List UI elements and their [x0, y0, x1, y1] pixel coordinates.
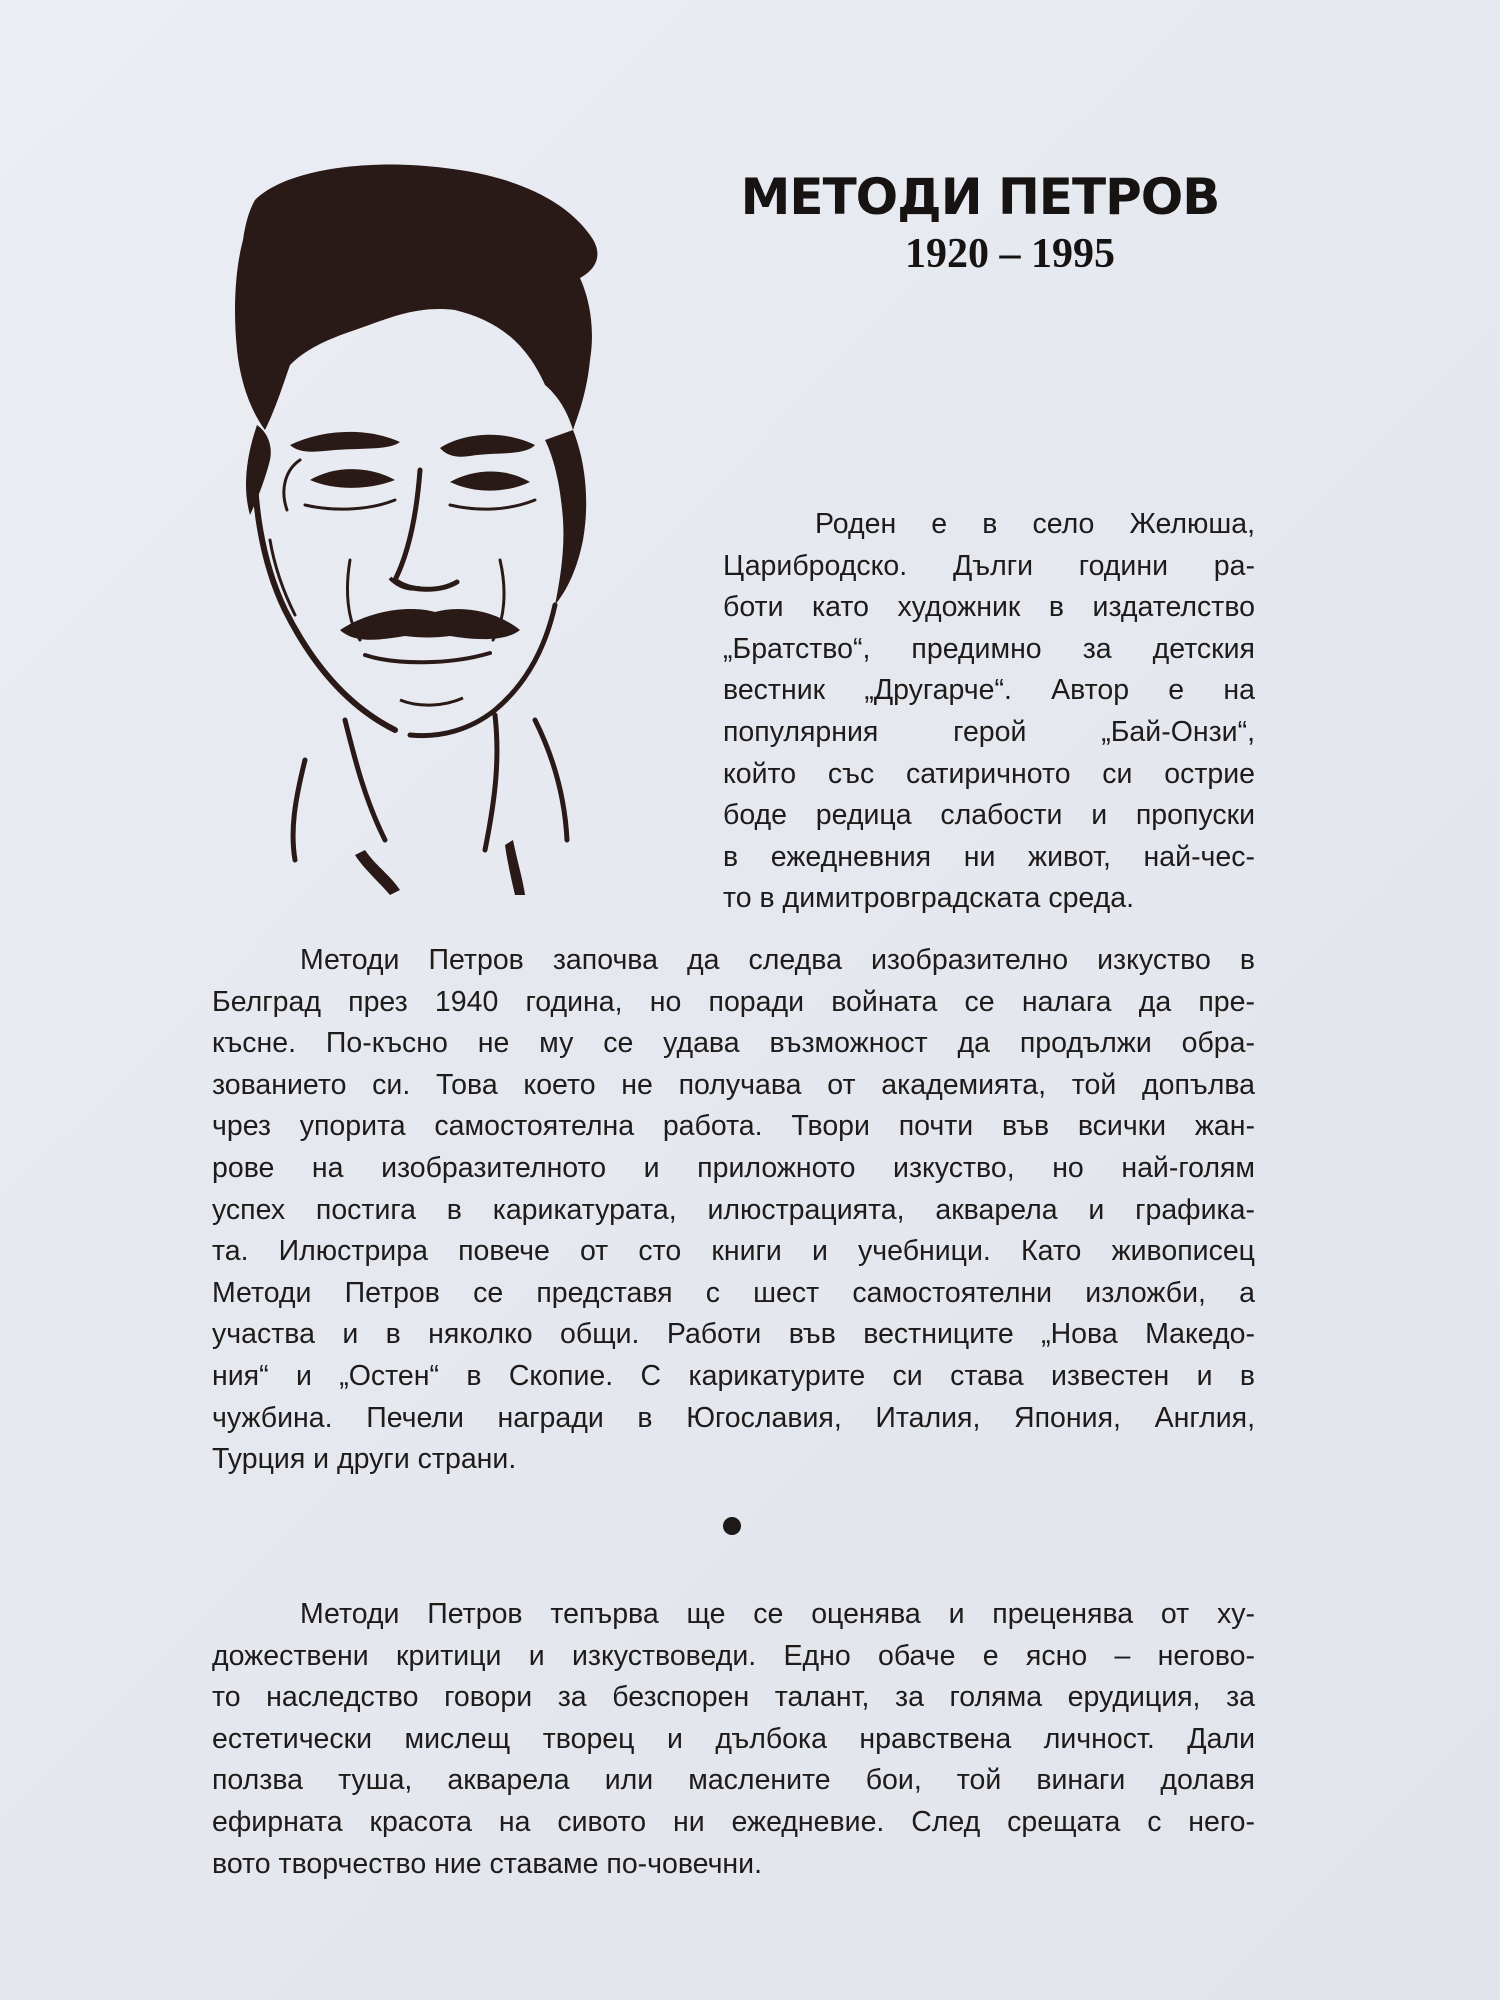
text-line: Методи Петров се представя с шест самостоятелни изложби, а — [212, 1276, 1255, 1309]
text-line: в ежедневния ни живот, най-чес- — [723, 840, 1255, 873]
text-line: дожествени критици и изкуствоведи. Едно обаче е ясно – негово- — [212, 1639, 1255, 1672]
text-line: популярния герой „Бай-Онзи“, — [723, 715, 1255, 748]
text-line: който със сатиричното си острие — [723, 757, 1255, 790]
text-line: то в димитровградската среда. — [723, 882, 1135, 915]
text-line: Белград през 1940 година, но поради войната се налага да пре- — [212, 985, 1255, 1018]
text-line: чрез упорита самостоятелна работа. Твори почти във всички жан- — [212, 1110, 1255, 1143]
text-line: ефирната красота на сивото ни ежедневие. След срещата с него- — [212, 1805, 1255, 1838]
text-line: Методи Петров тепърва ще се оценява и преценява от ху- — [300, 1598, 1255, 1630]
text-line: участва и в няколко общи. Работи във вестниците „Нова Македо- — [212, 1318, 1255, 1351]
text-line: ползва туша, акварела или маслените бои, той винаги долавя — [212, 1764, 1255, 1797]
text-line: рове на изобразителното и приложното изкуство, но най-голям — [212, 1151, 1255, 1184]
text-line: то наследство говори за безспорен талант, за голяма ерудиция, за — [212, 1681, 1255, 1714]
text-line: успех постига в карикатурата, илюстрацията, акварела и графика- — [212, 1193, 1255, 1226]
text-line: чужбина. Печели награди в Югославия, Италия, Япония, Англия, — [212, 1401, 1255, 1434]
text-line: зованието си. Това което не получава от академията, той допълва — [212, 1068, 1255, 1101]
paragraph-intro — [723, 504, 1255, 920]
text-line: боти като художник в издателство — [723, 591, 1255, 624]
text-line: вото творчество ние ставаме по-човечни. — [212, 1847, 763, 1880]
text-line: естетически мислещ творец и дълбока нравствена личност. Дали — [212, 1722, 1255, 1755]
life-years: 1920 – 1995 — [905, 231, 1115, 277]
text-line: Царибродско. Дълги години ра- — [723, 549, 1255, 582]
page-title: МЕТОДИ ПЕТРОВ — [740, 168, 1220, 226]
text-line: вестник „Другарче“. Автор е на — [723, 674, 1255, 707]
portrait-sketch-icon — [195, 160, 675, 900]
text-line: „Братство“, предимно за детския — [723, 632, 1255, 665]
bullet-dot-icon — [723, 1517, 741, 1535]
text-line: Турция и други страни. — [212, 1443, 517, 1476]
text-line: късне. По-късно не му се удава възможност да продължи обра- — [212, 1027, 1255, 1060]
text-line: Роден е в село Желюша, — [815, 508, 1255, 540]
text-line: Методи Петров започва да следва изобразително изкуство в — [300, 944, 1255, 976]
paragraph-career — [212, 940, 1255, 1481]
text-line: та. Илюстрира повече от сто книги и учебници. Като живописец — [212, 1235, 1255, 1268]
paragraph-legacy — [212, 1594, 1255, 1885]
text-line: ния“ и „Остен“ в Скопие. С карикатурите си става известен и в — [212, 1359, 1255, 1392]
text-line: боде редица слабости и пропуски — [723, 799, 1255, 832]
